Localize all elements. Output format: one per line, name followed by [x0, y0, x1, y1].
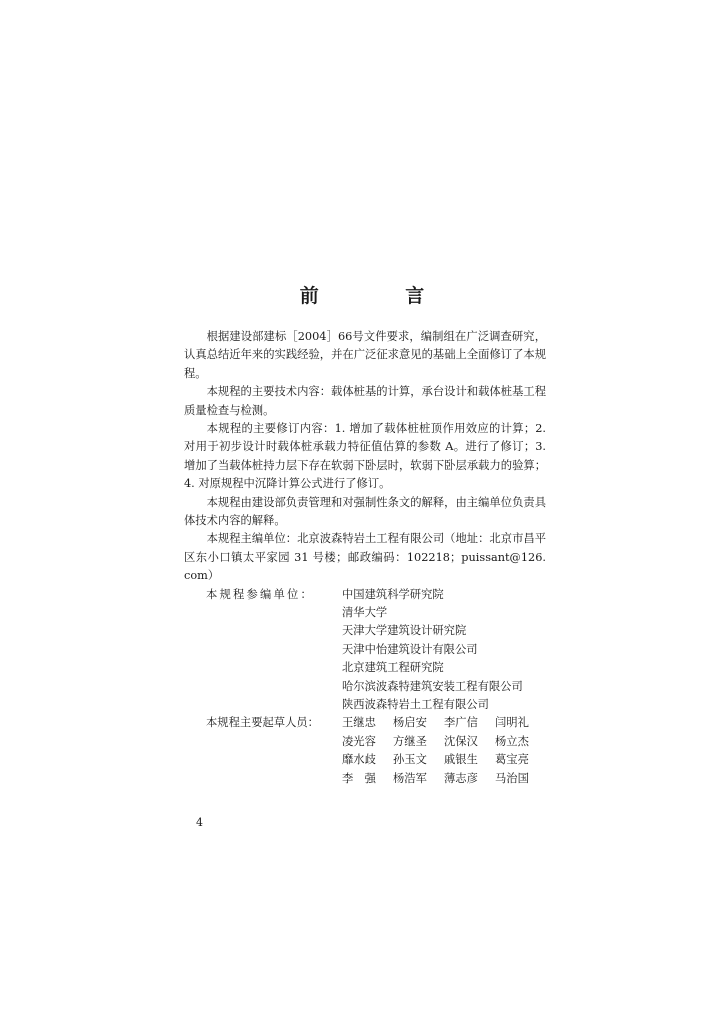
drafter-name: 杨启安	[393, 716, 427, 730]
drafters-row	[184, 770, 546, 788]
preface-content	[184, 328, 546, 788]
participating-units-label: 本规程参编单位：	[206, 587, 314, 601]
drafter-name: 杨浩军	[393, 771, 427, 785]
participating-unit-row	[184, 641, 546, 659]
drafter-name: 沈保汉	[444, 734, 478, 748]
participating-unit-row	[184, 659, 546, 677]
paragraph-chief-unit: 本规程主编单位：北京波森特岩土工程有限公司（地址：北京市昌平区东小口镇太平家园 31 号楼；邮政编码：102218；puissant@126. com）	[184, 532, 546, 583]
drafter-name: 杨立杰	[495, 734, 529, 748]
participating-unit: 中国建筑科学研究院	[342, 587, 444, 601]
page-number: 4	[196, 816, 203, 829]
drafter-name: 方继圣	[393, 734, 427, 748]
participating-unit: 天津大学建筑设计研究院	[342, 624, 467, 638]
drafter-name: 王继忠	[342, 716, 376, 730]
participating-unit-row	[184, 622, 546, 640]
drafters-row	[184, 733, 546, 751]
paragraph-technical-content: 本规程的主要技术内容：载体桩基的计算，承台设计和载体桩基工程质量检查与检测。	[184, 385, 546, 417]
drafter-name: 马治国	[495, 771, 529, 785]
drafters-row	[184, 714, 546, 732]
participating-unit: 清华大学	[342, 606, 388, 620]
participating-unit-row	[184, 696, 546, 714]
paragraph-responsibility: 本规程由建设部负责管理和对强制性条文的解释，由主编单位负责具体技术内容的解释。	[184, 495, 546, 528]
drafter-name: 凌光容	[342, 734, 376, 748]
page-title: 前 言	[299, 285, 465, 307]
drafters-row	[184, 751, 546, 769]
participating-unit-row	[184, 678, 546, 696]
drafter-name: 戚银生	[444, 753, 478, 767]
participating-unit-row	[184, 604, 546, 622]
participating-unit-row	[184, 586, 546, 604]
participating-unit: 北京建筑工程研究院	[342, 661, 444, 675]
drafters-list	[184, 714, 546, 788]
drafters-label: 本规程主要起草人员：	[206, 716, 319, 730]
drafter-name: 李广信	[444, 716, 478, 730]
drafter-name: 李 强	[342, 771, 376, 785]
paragraph-revisions: 本规程的主要修订内容：1. 增加了载体桩桩顶作用效应的计算；2. 对用于初步设计时载体桩承载力特征值估算的参数 A。进行了修订；3. 增加了当载体桩持力层下存在软弱下卧层时，软弱下卧层承载力的验算；4. 对原规程中沉降计算公式进行了修订。	[184, 422, 546, 491]
participating-unit: 陕西波森特岩土工程有限公司	[342, 698, 489, 712]
participating-units-list	[184, 586, 546, 715]
drafter-name: 闫明礼	[495, 716, 529, 730]
drafter-name: 葛宝亮	[495, 753, 529, 767]
drafter-name: 孙玉文	[393, 753, 427, 767]
drafter-name: 薄志彦	[444, 771, 478, 785]
paragraph-basis: 根据建设部建标［2004］66号文件要求，编制组在广泛调查研究，认真总结近年来的实践经验，并在广泛征求意见的基础上全面修订了本规程。	[184, 330, 546, 380]
participating-unit: 哈尔滨波森特建筑安装工程有限公司	[342, 679, 523, 693]
participating-unit: 天津中怡建筑设计有限公司	[342, 642, 478, 656]
drafter-name: 靡水歧	[342, 753, 376, 767]
